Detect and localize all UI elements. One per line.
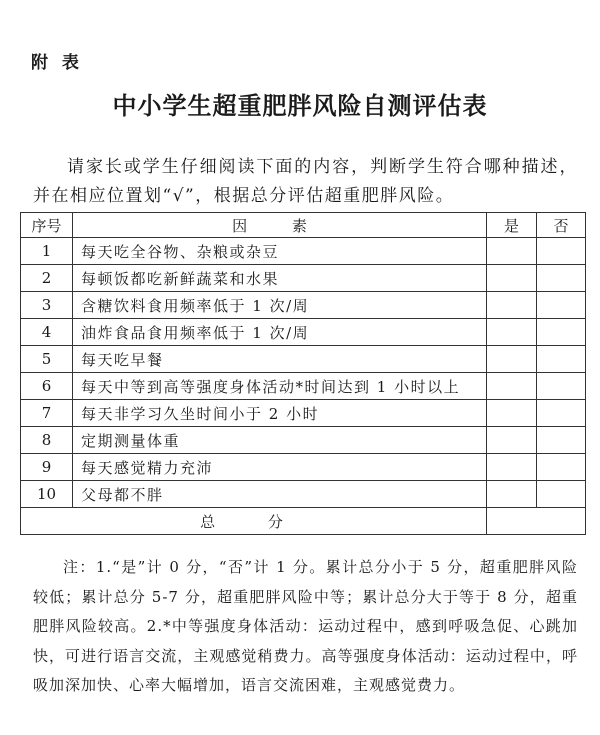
total-row: [21, 508, 586, 535]
header-yes: 是: [487, 213, 537, 238]
table-row: [21, 346, 586, 373]
row-factor: 每天非学习久坐时间小于 2 小时: [73, 400, 487, 427]
header-num: 序号: [21, 213, 73, 238]
no-cell[interactable]: [537, 373, 586, 400]
no-cell[interactable]: [537, 238, 586, 265]
assessment-table: [20, 212, 586, 535]
no-cell[interactable]: [537, 400, 586, 427]
table-row: [21, 265, 586, 292]
row-factor: 每天中等到高等强度身体活动*时间达到 1 小时以上: [73, 373, 487, 400]
table-row: [21, 427, 586, 454]
row-num: 3: [21, 292, 73, 319]
no-cell[interactable]: [537, 319, 586, 346]
no-cell[interactable]: [537, 427, 586, 454]
row-num: 5: [21, 346, 73, 373]
page-title: 中小学生超重肥胖风险自测评估表: [112, 92, 488, 120]
appendix-label: 附 表: [31, 53, 83, 73]
table-row: [21, 481, 586, 508]
row-num: 4: [21, 319, 73, 346]
yes-cell[interactable]: [487, 400, 537, 427]
yes-cell[interactable]: [487, 238, 537, 265]
table-row: [21, 319, 586, 346]
no-cell[interactable]: [537, 481, 586, 508]
row-factor: 每天吃全谷物、杂粮或杂豆: [73, 238, 487, 265]
table-header-row: [21, 213, 586, 238]
footnote: 注：1.“是”计 0 分，“否”计 1 分。累计总分小于 5 分，超重肥胖风险较低；累计总分 5-7 分，超重肥胖风险中等；累计总分大于等于 8 分，超重肥胖风险较高。2.*中等强度身体活动：运动过程中，感到呼吸急促、心跳加快，可进行语言交流，主观感觉稍费力。高等强度身体活动：运动过程中，呼吸加深加快、心率大幅增加，语言交流困难，主观感觉费力。: [33, 558, 578, 694]
row-num: 1: [21, 238, 73, 265]
row-num: 9: [21, 454, 73, 481]
row-factor: 每顿饭都吃新鲜蔬菜和水果: [73, 265, 487, 292]
no-cell[interactable]: [537, 346, 586, 373]
row-num: 10: [21, 481, 73, 508]
table-row: [21, 373, 586, 400]
table-row: [21, 292, 586, 319]
yes-cell[interactable]: [487, 454, 537, 481]
no-cell[interactable]: [537, 292, 586, 319]
total-score-cell[interactable]: [487, 508, 586, 535]
no-cell[interactable]: [537, 454, 586, 481]
row-num: 7: [21, 400, 73, 427]
no-cell[interactable]: [537, 265, 586, 292]
yes-cell[interactable]: [487, 319, 537, 346]
row-num: 6: [21, 373, 73, 400]
row-num: 8: [21, 427, 73, 454]
yes-cell[interactable]: [487, 427, 537, 454]
row-factor: 每天感觉精力充沛: [73, 454, 487, 481]
yes-cell[interactable]: [487, 292, 537, 319]
yes-cell[interactable]: [487, 265, 537, 292]
table-row: [21, 238, 586, 265]
yes-cell[interactable]: [487, 373, 537, 400]
intro-paragraph: 请家长或学生仔细阅读下面的内容，判断学生符合哪种描述，并在相应位置划“√”，根据总分评估超重肥胖风险。: [33, 157, 578, 206]
row-factor: 油炸食品食用频率低于 1 次/周: [73, 319, 487, 346]
row-factor: 父母都不胖: [73, 481, 487, 508]
header-factor: 因 素: [73, 213, 487, 238]
header-no: 否: [537, 213, 586, 238]
row-num: 2: [21, 265, 73, 292]
row-factor: 定期测量体重: [73, 427, 487, 454]
total-label: 总 分: [21, 508, 487, 535]
row-factor: 含糖饮料食用频率低于 1 次/周: [73, 292, 487, 319]
table-row: [21, 454, 586, 481]
row-factor: 每天吃早餐: [73, 346, 487, 373]
yes-cell[interactable]: [487, 481, 537, 508]
yes-cell[interactable]: [487, 346, 537, 373]
table-row: [21, 400, 586, 427]
